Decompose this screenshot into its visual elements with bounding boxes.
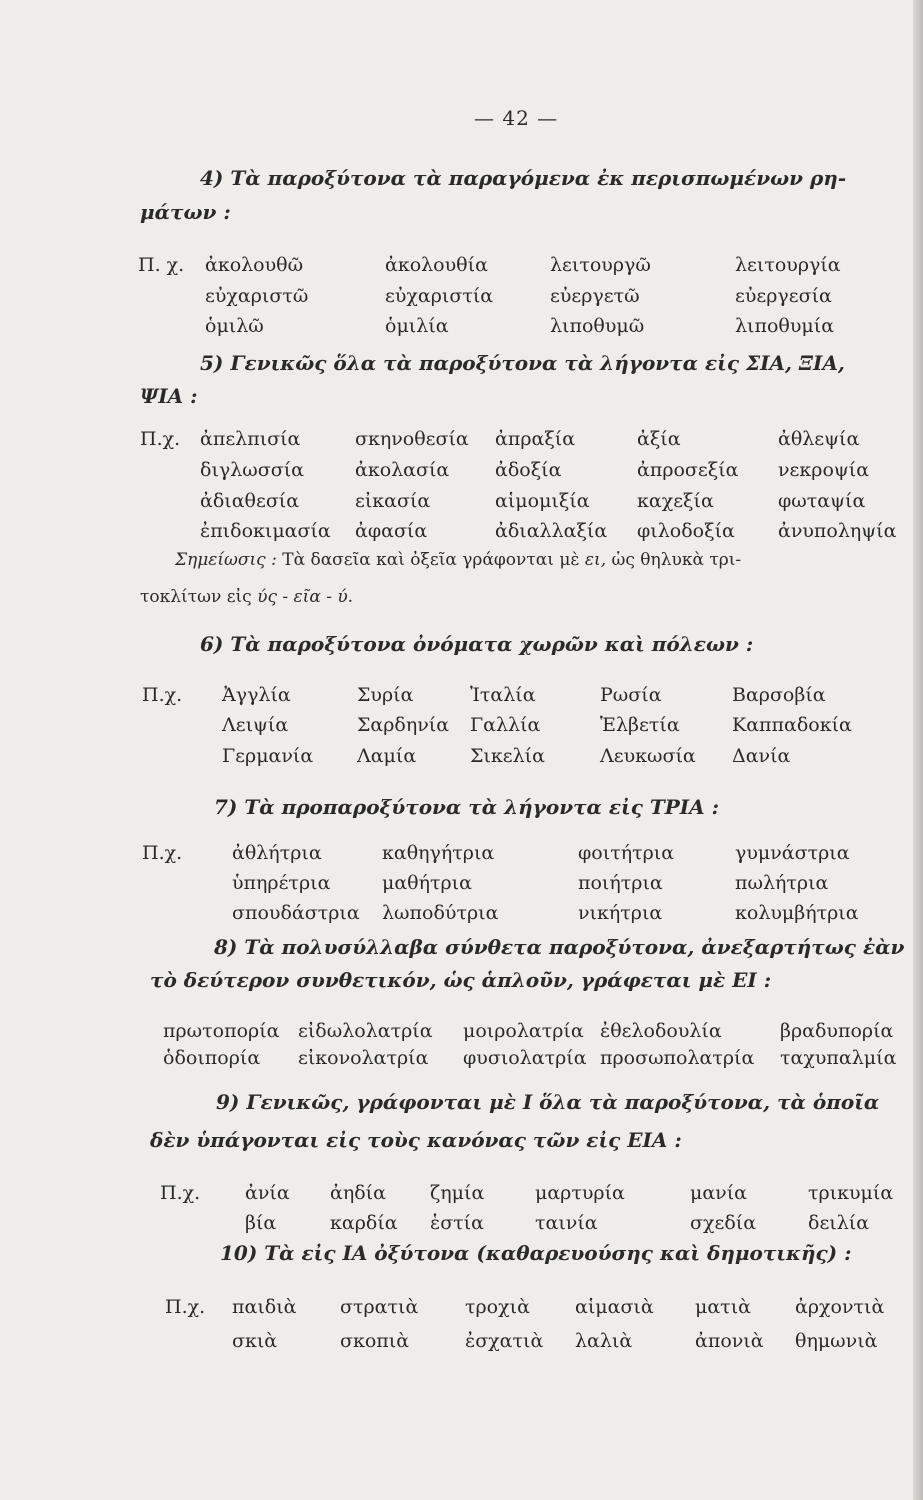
section-7-example-label: Π.χ. (142, 842, 183, 864)
s8-word-r2-c2: εἰκονολατρία (298, 1047, 429, 1069)
s6-word-r2-c2: Σαρδηνία (357, 714, 450, 736)
s9-word-r2-c6: δειλία (808, 1212, 870, 1234)
s9-word-r2-c2: καρδία (330, 1212, 398, 1234)
s9-word-r1-c5: μανία (690, 1182, 748, 1204)
section-8-heading: 8) Τὰ πολυσύλλαβα σύνθετα παροξύτονα, ἀνεξαρτήτως ἐὰν (214, 935, 905, 959)
s9-word-r1-c4: μαρτυρία (535, 1182, 625, 1204)
s5-word-r3-c1: ἀδιαθεσία (200, 490, 300, 512)
s6-word-r1-c4: Ρωσία (600, 684, 662, 706)
s10-word-r1-c2: στρατιὰ (340, 1296, 419, 1318)
s4-word-r2-c3: εὐεργετῶ (550, 285, 640, 307)
section-10-heading: 10) Τὰ εἰς ΙΑ ὀξύτονα (καθαρευούσης καὶ δημοτικῆς) : (220, 1241, 852, 1265)
s5-word-r3-c5: φωταψία (778, 490, 866, 512)
s5-word-r2-c3: ἀδοξία (495, 459, 562, 481)
s6-word-r3-c4: Λευκωσία (600, 745, 696, 767)
s6-word-r1-c5: Βαρσοβία (732, 684, 826, 706)
s9-word-r2-c3: ἑστία (430, 1212, 484, 1234)
s5-word-r1-c4: ἀξία (637, 428, 681, 450)
s5-word-r3-c3: αἱμομιξία (495, 490, 590, 512)
s10-word-r2-c5: ἀπονιὰ (695, 1330, 764, 1352)
s5-word-r1-c2: σκηνοθεσία (355, 428, 469, 450)
s6-word-r3-c2: Λαμία (357, 745, 417, 767)
s4-word-r1-c4: λειτουργία (735, 254, 841, 276)
s7-word-r1-c4: γυμνάστρια (735, 842, 850, 864)
s4-word-r2-c4: εὐεργεσία (735, 285, 832, 307)
s8-word-r2-c1: ὁδοιπορία (163, 1047, 261, 1069)
s7-word-r1-c1: ἀθλήτρια (232, 842, 322, 864)
s5-word-r3-c2: εἰκασία (355, 490, 431, 512)
s5-word-r4-c1: ἐπιδοκιμασία (200, 520, 331, 542)
note-label: Σημείωσις : (175, 550, 277, 570)
s7-word-r3-c4: κολυμβήτρια (735, 902, 859, 924)
s8-word-r2-c5: ταχυπαλμία (780, 1047, 897, 1069)
section-9-heading-cont: δὲν ὑπάγονται εἰς τοὺς κανόνας τῶν εἰς ΕΙΑ : (150, 1128, 682, 1152)
s4-word-r2-c2: εὐχαριστία (385, 285, 494, 307)
s7-word-r2-c4: πωλήτρια (735, 872, 829, 894)
s5-word-r2-c5: νεκροψία (778, 459, 870, 481)
page-number: — 42 — (474, 106, 559, 130)
s5-word-r4-c5: ἀνυποληψία (778, 520, 897, 542)
s5-word-r4-c3: ἀδιαλλαξία (495, 520, 608, 542)
s9-word-r2-c4: ταινία (535, 1212, 598, 1234)
s4-word-r3-c3: λιποθυμῶ (550, 315, 645, 337)
s5-word-r2-c2: ἀκολασία (355, 459, 450, 481)
s8-word-r1-c2: εἰδωλολατρία (298, 1020, 433, 1042)
s10-word-r2-c6: θημωνιὰ (795, 1330, 878, 1352)
s8-word-r1-c4: ἐθελοδουλία (600, 1020, 722, 1042)
s4-word-r2-c1: εὐχαριστῶ (205, 285, 309, 307)
section-5-note-cont: τοκλίτων εἰς ύς - εῖα - ύ. (140, 587, 354, 607)
page-edge (913, 0, 923, 1500)
s4-word-r1-c2: ἀκολουθία (385, 254, 488, 276)
s8-word-r1-c1: πρωτοπορία (163, 1020, 280, 1042)
s10-word-r2-c2: σκοπιὰ (340, 1330, 410, 1352)
section-4-heading-cont: μάτων : (140, 200, 231, 224)
s4-word-r1-c1: ἀκολουθῶ (205, 254, 304, 276)
section-6-heading: 6) Τὰ παροξύτονα ὀνόματα χωρῶν καὶ πόλεων : (200, 632, 754, 656)
s6-word-r1-c2: Συρία (357, 684, 414, 706)
section-4-example-label: Π. χ. (138, 254, 185, 276)
s6-word-r2-c1: Λειψία (222, 714, 289, 736)
s9-word-r1-c6: τρικυμία (808, 1182, 894, 1204)
section-10-example-label: Π.χ. (165, 1296, 206, 1318)
section-9-example-label: Π.χ. (160, 1182, 201, 1204)
s10-word-r1-c6: ἀρχοντιὰ (795, 1296, 885, 1318)
s8-word-r1-c3: μοιρολατρία (463, 1020, 584, 1042)
section-6-example-label: Π.χ. (142, 684, 183, 706)
s10-word-r1-c5: ματιὰ (695, 1296, 751, 1318)
s7-word-r1-c3: φοιτήτρια (578, 842, 675, 864)
s5-word-r2-c4: ἀπροσεξία (637, 459, 739, 481)
s7-word-r3-c3: νικήτρια (578, 902, 663, 924)
s8-word-r2-c3: φυσιολατρία (463, 1047, 587, 1069)
s4-word-r3-c1: ὁμιλῶ (205, 315, 264, 337)
s7-word-r2-c2: μαθήτρια (382, 872, 472, 894)
section-5-heading-cont: ΨΙΑ : (140, 384, 198, 408)
s7-word-r1-c2: καθηγήτρια (382, 842, 495, 864)
s6-word-r3-c1: Γερμανία (222, 745, 314, 767)
section-5-example-label: Π.χ. (140, 428, 181, 450)
s4-word-r3-c2: ὁμιλία (385, 315, 449, 337)
s4-word-r1-c3: λειτουργῶ (550, 254, 651, 276)
s5-word-r1-c1: ἀπελπισία (200, 428, 301, 450)
s6-word-r3-c3: Σικελία (470, 745, 545, 767)
section-4-heading: 4) Τὰ παροξύτονα τὰ παραγόμενα ἐκ περισπωμένων ρη- (200, 166, 847, 190)
s9-word-r2-c1: βία (245, 1212, 277, 1234)
s7-word-r2-c3: ποιήτρια (578, 872, 663, 894)
s6-word-r1-c1: Ἀγγλία (222, 684, 291, 706)
s5-word-r3-c4: καχεξία (637, 490, 714, 512)
s5-word-r4-c2: ἀφασία (355, 520, 428, 542)
s10-word-r2-c4: λαλιὰ (575, 1330, 633, 1352)
s10-word-r2-c3: ἐσχατιὰ (465, 1330, 544, 1352)
section-5-heading: 5) Γενικῶς ὅλα τὰ παροξύτονα τὰ λήγοντα εἰς ΣΙΑ, ΞΙΑ, (200, 351, 845, 375)
s9-word-r1-c3: ζημία (430, 1182, 485, 1204)
section-5-note: Σημείωσις : Τὰ δασεῖα καὶ ὀξεῖα γράφονται μὲ ει, ὡς θηλυκὰ τρι- (175, 550, 742, 570)
section-8-heading-cont: τὸ δεύτερον συνθετικόν, ὡς ἁπλοῦν, γράφεται μὲ ΕΙ : (150, 968, 772, 992)
s9-word-r1-c2: ἀηδία (330, 1182, 386, 1204)
section-7-heading: 7) Τὰ προπαροξύτονα τὰ λήγοντα εἰς ΤΡΙΑ : (214, 795, 719, 819)
s5-word-r1-c5: ἀθλεψία (778, 428, 860, 450)
s7-word-r3-c1: σπουδάστρια (232, 902, 360, 924)
s6-word-r2-c5: Καππαδοκία (732, 714, 852, 736)
s6-word-r2-c4: Ἑλβετία (600, 714, 680, 736)
s9-word-r2-c5: σχεδία (690, 1212, 757, 1234)
s7-word-r2-c1: ὑπηρέτρια (232, 872, 331, 894)
section-9-heading: 9) Γενικῶς, γράφονται μὲ Ι ὅλα τὰ παροξύτονα, τὰ ὁποῖα (216, 1090, 880, 1114)
s6-word-r2-c3: Γαλλία (470, 714, 541, 736)
s5-word-r1-c3: ἀπραξία (495, 428, 576, 450)
s10-word-r1-c4: αἱμασιὰ (575, 1296, 654, 1318)
s7-word-r3-c2: λωποδύτρια (382, 902, 499, 924)
s10-word-r1-c1: παιδιὰ (232, 1296, 297, 1318)
s6-word-r1-c3: Ἰταλία (470, 684, 536, 706)
s9-word-r1-c1: ἀνία (245, 1182, 290, 1204)
s5-word-r2-c1: διγλωσσία (200, 459, 304, 481)
s10-word-r1-c3: τροχιὰ (465, 1296, 530, 1318)
s6-word-r3-c5: Δανία (732, 745, 791, 767)
s8-word-r1-c5: βραδυπορία (780, 1020, 894, 1042)
s5-word-r4-c4: φιλοδοξία (637, 520, 735, 542)
s4-word-r3-c4: λιποθυμία (735, 315, 835, 337)
s10-word-r2-c1: σκιὰ (232, 1330, 278, 1352)
s8-word-r2-c4: προσωπολατρία (600, 1047, 755, 1069)
